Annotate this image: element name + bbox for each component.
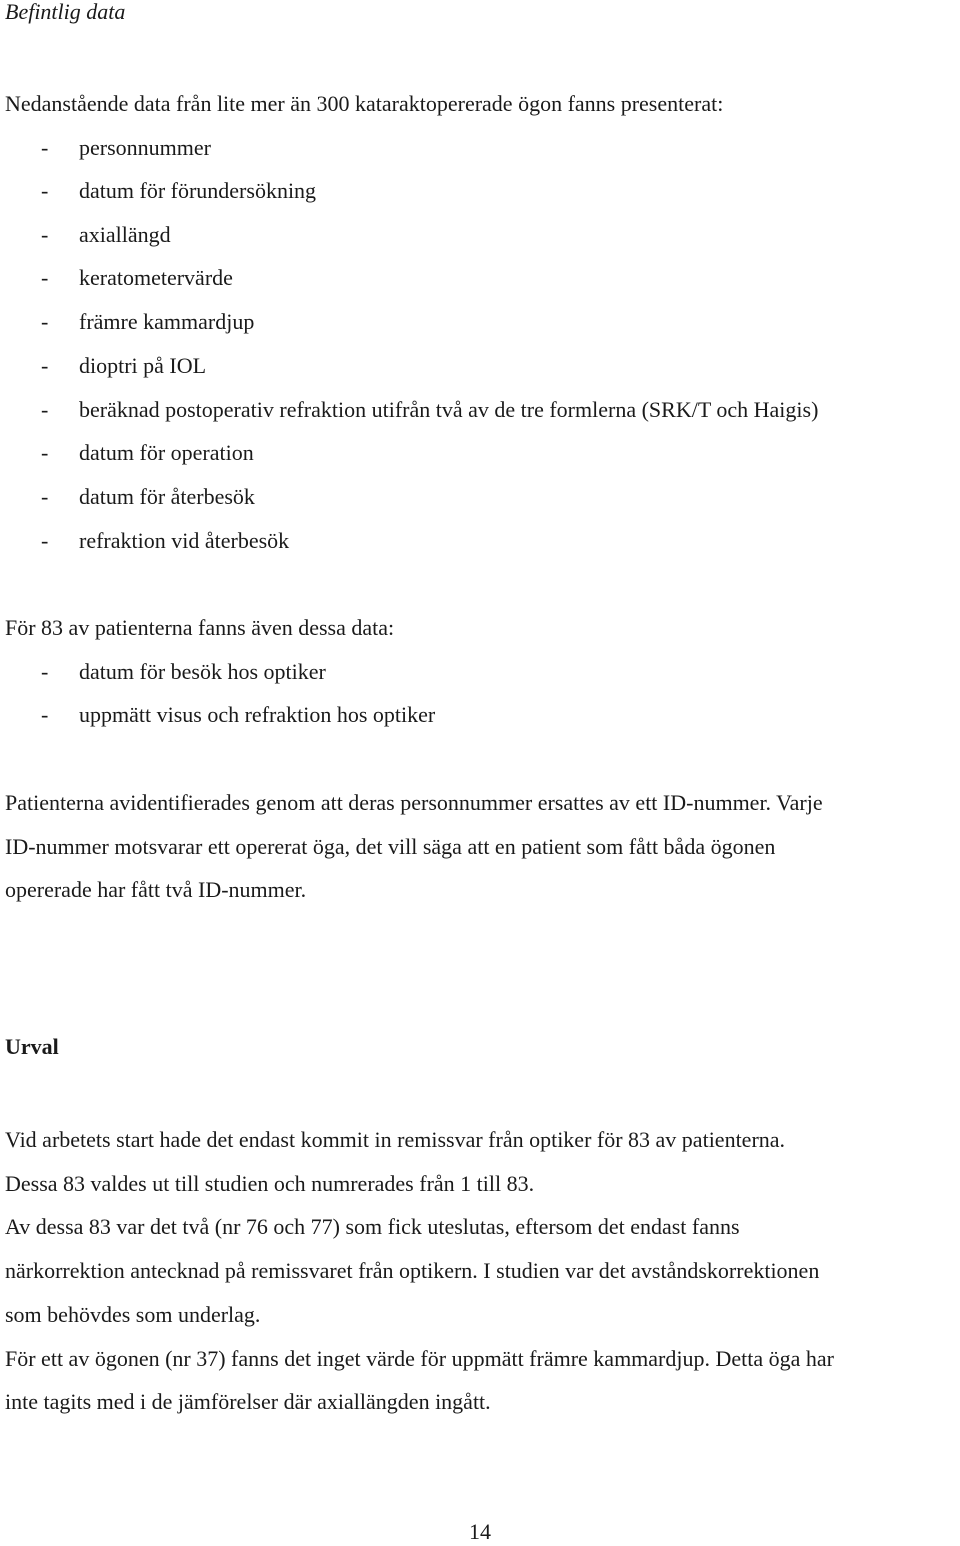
paragraph-line: Dessa 83 valdes ut till studien och numrerades från 1 till 83. — [5, 1171, 535, 1196]
paragraph-line: ID-nummer motsvarar ett opererat öga, det vill säga att en patient som fått båda ögonen — [5, 834, 776, 859]
paragraph-line: Vid arbetets start hade det endast kommit in remissvar från optiker för 83 av patienterna. — [5, 1127, 786, 1152]
section-heading-urval: Urval — [5, 1034, 59, 1059]
section-heading-befintlig-data: Befintlig data — [5, 0, 126, 24]
intro-paragraph-2: För 83 av patienterna fanns även dessa data: — [5, 615, 395, 640]
intro-paragraph: Nedanstående data från lite mer än 300 kataraktopererade ögon fanns presenterat: — [5, 91, 724, 116]
page-number: 14 — [469, 1519, 491, 1544]
paragraph-line: Patienterna avidentifierades genom att deras personnummer ersattes av ett ID-nummer. Varje — [5, 790, 823, 815]
paragraph-line: närkorrektion antecknad på remissvaret från optikern. I studien var det avståndskorrektionen — [5, 1258, 820, 1283]
paragraph-line: Av dessa 83 var det två (nr 76 och 77) som fick uteslutas, eftersom det endast fanns — [5, 1214, 740, 1239]
paragraph-line: som behövdes som underlag. — [5, 1302, 261, 1327]
paragraph-line: inte tagits med i de jämförelser där axiallängden ingått. — [5, 1389, 491, 1414]
paragraph-line: opererade har fått två ID-nummer. — [5, 877, 307, 902]
paragraph-line: För ett av ögonen (nr 37) fanns det inget värde för uppmätt främre kammardjup. Detta öga har — [5, 1346, 834, 1371]
